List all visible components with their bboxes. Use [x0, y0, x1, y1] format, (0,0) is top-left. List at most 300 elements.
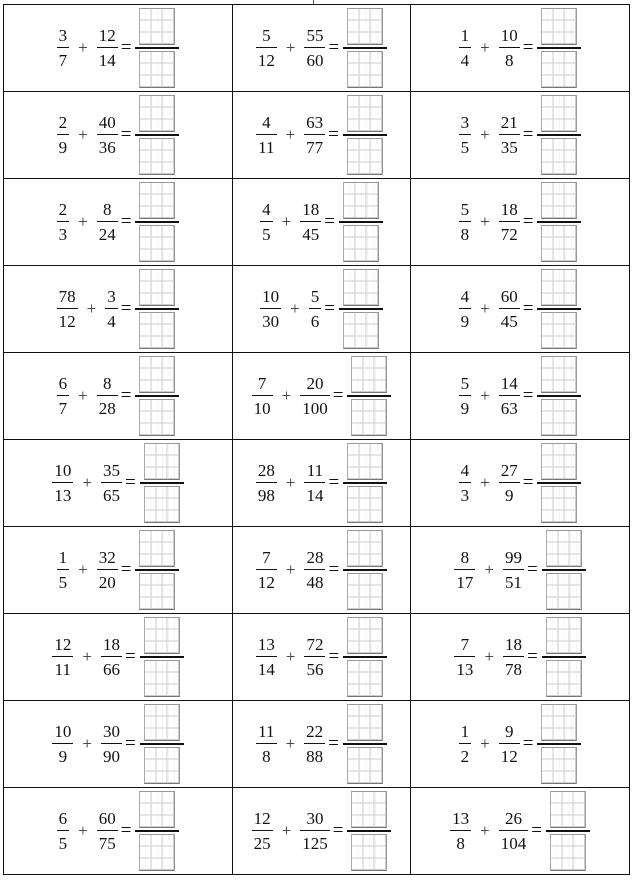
- fraction-a: [256, 549, 277, 592]
- answer-numerator-box[interactable]: [550, 791, 586, 828]
- fraction-b: [304, 114, 325, 157]
- plus-sign: +: [480, 473, 490, 492]
- fraction-b-denominator: 12: [500, 747, 518, 767]
- answer-fraction-bar: [339, 308, 383, 310]
- answer-numerator-box[interactable]: [347, 443, 383, 480]
- equals-sign: =: [120, 298, 132, 319]
- problem-cell: [411, 353, 630, 440]
- problem-cell: [411, 614, 630, 701]
- plus-sign: +: [480, 212, 490, 231]
- answer-numerator-box[interactable]: [351, 791, 387, 828]
- answer-denominator-box[interactable]: [139, 225, 175, 262]
- answer-numerator-box[interactable]: [541, 8, 577, 45]
- plus-sign: +: [480, 821, 490, 840]
- plus-sign: +: [480, 38, 490, 57]
- fraction-a-numerator: 11: [258, 721, 275, 741]
- answer-numerator-box[interactable]: [541, 704, 577, 741]
- answer-denominator-box[interactable]: [139, 138, 175, 175]
- addition-expression: [4, 527, 232, 613]
- equals-sign: =: [120, 385, 132, 406]
- problem-cell: [4, 179, 233, 266]
- fraction-a: [459, 201, 472, 244]
- answer-denominator-box[interactable]: [139, 834, 175, 871]
- fraction-b: [97, 375, 118, 418]
- fraction-b-numerator: 22: [306, 721, 324, 741]
- answer-denominator-box[interactable]: [347, 51, 383, 88]
- equals-sign: =: [526, 559, 538, 580]
- fraction-b: [503, 549, 524, 592]
- fraction-a: [459, 27, 472, 70]
- answer-fraction-bar: [546, 830, 590, 832]
- answer-fraction: [135, 95, 179, 175]
- answer-denominator-box[interactable]: [546, 660, 582, 697]
- answer-denominator-box[interactable]: [541, 138, 577, 175]
- answer-fraction: [135, 269, 179, 349]
- fraction-a: [459, 723, 472, 766]
- addition-expression: [411, 440, 629, 526]
- answer-fraction-bar: [135, 569, 179, 571]
- fraction-a-numerator: 1: [460, 721, 470, 741]
- fraction-a-numerator: 3: [460, 112, 470, 132]
- fraction-a: [256, 462, 277, 505]
- plus-sign: +: [281, 386, 292, 405]
- fraction-b-denominator: 75: [98, 834, 116, 854]
- equals-sign: =: [522, 385, 534, 406]
- fraction-b-denominator: 56: [306, 660, 324, 680]
- equals-sign: =: [526, 646, 538, 667]
- problem-cell: [4, 614, 233, 701]
- equals-sign: =: [328, 646, 340, 667]
- fraction-a-numerator: 10: [262, 286, 280, 306]
- fraction-a: [256, 636, 277, 679]
- answer-fraction: [343, 95, 387, 175]
- answer-fraction: [339, 269, 383, 349]
- fraction-a-numerator: 1: [58, 547, 68, 567]
- answer-denominator-box[interactable]: [541, 312, 577, 349]
- fraction-a: [256, 27, 277, 70]
- plus-sign: +: [281, 821, 292, 840]
- problem-cell: [4, 527, 233, 614]
- equals-sign: =: [332, 820, 344, 841]
- answer-numerator-box[interactable]: [139, 530, 175, 567]
- plus-sign: +: [78, 821, 88, 840]
- answer-denominator-box[interactable]: [144, 486, 180, 523]
- fraction-a: [57, 288, 78, 331]
- answer-numerator-box[interactable]: [347, 95, 383, 132]
- fraction-a-numerator: 78: [58, 286, 76, 306]
- addition-expression: [233, 5, 410, 91]
- fraction-a: [57, 27, 70, 70]
- answer-fraction: [537, 95, 581, 175]
- equals-sign: =: [522, 211, 534, 232]
- fraction-b-denominator: 77: [306, 138, 324, 158]
- answer-numerator-box[interactable]: [139, 356, 175, 393]
- plus-sign: +: [285, 734, 296, 753]
- addition-expression: [233, 179, 410, 265]
- equals-sign: =: [120, 124, 132, 145]
- answer-fraction: [343, 704, 387, 784]
- problem-cell: [233, 440, 411, 527]
- answer-denominator-box[interactable]: [139, 399, 175, 436]
- equals-sign: =: [324, 298, 335, 319]
- answer-numerator-box[interactable]: [541, 443, 577, 480]
- addition-expression: [4, 5, 232, 91]
- plus-sign: +: [480, 299, 490, 318]
- fraction-b-denominator: 125: [302, 834, 328, 854]
- plus-sign: +: [285, 560, 296, 579]
- equals-sign: =: [124, 472, 136, 493]
- addition-expression: [233, 527, 410, 613]
- worksheet-row: [4, 527, 630, 614]
- fraction-a: [57, 549, 70, 592]
- addition-expression: [411, 701, 629, 787]
- fraction-b-denominator: 90: [102, 747, 120, 767]
- fraction-b: [300, 201, 321, 244]
- plus-sign: +: [285, 38, 296, 57]
- plus-sign: +: [86, 299, 97, 318]
- problem-cell: [411, 701, 630, 788]
- problem-cell: [4, 353, 233, 440]
- fraction-a-denominator: 9: [58, 747, 68, 767]
- fraction-b-numerator: 26: [504, 808, 522, 828]
- equals-sign: =: [332, 385, 344, 406]
- fraction-a: [459, 375, 472, 418]
- answer-denominator-box[interactable]: [351, 399, 387, 436]
- worksheet-row: [4, 179, 630, 266]
- worksheet-row: [4, 614, 630, 701]
- plus-sign: +: [285, 647, 296, 666]
- answer-denominator-box[interactable]: [541, 399, 577, 436]
- plus-sign: +: [82, 734, 92, 753]
- fraction-a: [260, 288, 281, 331]
- answer-fraction: [537, 182, 581, 262]
- fraction-b-numerator: 28: [306, 547, 324, 567]
- plus-sign: +: [285, 473, 296, 492]
- fraction-a-denominator: 12: [58, 312, 76, 332]
- answer-denominator-box[interactable]: [550, 834, 586, 871]
- fraction-b: [499, 114, 520, 157]
- fraction-a-numerator: 4: [262, 199, 271, 219]
- fraction-b: [97, 810, 118, 853]
- answer-fraction-bar: [135, 134, 179, 136]
- answer-denominator-box[interactable]: [351, 834, 387, 871]
- fraction-a-numerator: 4: [262, 112, 271, 132]
- answer-denominator-box[interactable]: [347, 486, 383, 523]
- worksheet-row: [4, 788, 630, 875]
- answer-fraction-bar: [537, 221, 581, 223]
- answer-fraction-bar: [140, 656, 184, 658]
- fraction-b: [499, 201, 520, 244]
- answer-fraction-bar: [343, 47, 387, 49]
- answer-numerator-box[interactable]: [343, 182, 379, 219]
- fraction-b: [499, 723, 520, 766]
- equals-sign: =: [328, 559, 340, 580]
- answer-denominator-box[interactable]: [144, 660, 180, 697]
- problem-cell: [411, 527, 630, 614]
- fraction-b-numerator: 11: [306, 460, 324, 480]
- answer-numerator-box[interactable]: [139, 791, 175, 828]
- fraction-b-numerator: 35: [102, 460, 120, 480]
- problem-cell: [233, 614, 411, 701]
- answer-denominator-box[interactable]: [347, 573, 383, 610]
- answer-fraction-bar: [542, 569, 586, 571]
- answer-fraction-bar: [542, 656, 586, 658]
- answer-fraction-bar: [343, 656, 387, 658]
- fraction-a-denominator: 25: [253, 834, 271, 854]
- problem-cell: [4, 701, 233, 788]
- problem-cell: [233, 701, 411, 788]
- plus-sign: +: [281, 212, 292, 231]
- answer-fraction-bar: [343, 743, 387, 745]
- answer-denominator-box[interactable]: [347, 138, 383, 175]
- fraction-a-numerator: 28: [257, 460, 275, 480]
- worksheet-row: [4, 353, 630, 440]
- fraction-a: [459, 462, 472, 505]
- fraction-a: [256, 723, 276, 766]
- plus-sign: +: [78, 212, 88, 231]
- answer-numerator-box[interactable]: [541, 182, 577, 219]
- fraction-b-numerator: 18: [102, 634, 120, 654]
- answer-fraction: [339, 182, 383, 262]
- addition-expression: [4, 266, 232, 352]
- addition-expression: [4, 440, 232, 526]
- fraction-a: [260, 201, 273, 244]
- worksheet-row: [4, 701, 630, 788]
- fraction-b-denominator: 6: [310, 312, 320, 332]
- fraction-a-numerator: 12: [54, 634, 72, 654]
- fraction-a-denominator: 14: [257, 660, 275, 680]
- answer-denominator-box[interactable]: [139, 312, 175, 349]
- equals-sign: =: [522, 472, 534, 493]
- answer-denominator-box[interactable]: [144, 747, 180, 784]
- fraction-b-denominator: 60: [306, 51, 324, 71]
- addition-expression: [233, 92, 410, 178]
- fraction-a-numerator: 4: [460, 460, 470, 480]
- fraction-a: [459, 114, 472, 157]
- answer-fraction-bar: [537, 395, 581, 397]
- fraction-b-numerator: 8: [102, 373, 112, 393]
- answer-fraction-bar: [537, 308, 581, 310]
- fraction-b: [304, 549, 325, 592]
- answer-fraction: [347, 356, 391, 436]
- answer-fraction-bar: [537, 743, 581, 745]
- answer-fraction: [537, 356, 581, 436]
- answer-fraction: [140, 704, 184, 784]
- fraction-b: [499, 27, 520, 70]
- answer-denominator-box[interactable]: [541, 486, 577, 523]
- fraction-a-denominator: 2: [460, 747, 470, 767]
- fraction-b-denominator: 9: [504, 486, 514, 506]
- fraction-b-numerator: 18: [500, 199, 518, 219]
- answer-numerator-box[interactable]: [546, 617, 582, 654]
- fraction-b-numerator: 9: [504, 721, 514, 741]
- fraction-a: [52, 636, 73, 679]
- fraction-b: [304, 462, 325, 505]
- problem-cell: [4, 788, 233, 875]
- answer-fraction: [135, 356, 179, 436]
- addition-expression: [4, 92, 232, 178]
- addition-expression: [411, 614, 629, 700]
- fraction-a-denominator: 13: [54, 486, 72, 506]
- fraction-b-denominator: 24: [98, 225, 116, 245]
- problem-cell: [233, 92, 411, 179]
- answer-numerator-box[interactable]: [546, 530, 582, 567]
- answer-fraction-bar: [537, 47, 581, 49]
- problem-cell: [4, 92, 233, 179]
- equals-sign: =: [522, 124, 534, 145]
- addition-expression: [233, 266, 410, 352]
- addition-expression: [233, 788, 410, 874]
- fraction-b: [304, 27, 325, 70]
- fraction-b-denominator: 104: [500, 834, 527, 854]
- worksheet-body: [4, 5, 630, 875]
- answer-numerator-box[interactable]: [144, 617, 180, 654]
- fraction-a-numerator: 5: [460, 199, 470, 219]
- problem-cell: [411, 440, 630, 527]
- answer-denominator-box[interactable]: [541, 51, 577, 88]
- addition-expression: [411, 179, 629, 265]
- addition-expression: [411, 5, 629, 91]
- answer-denominator-box[interactable]: [347, 660, 383, 697]
- answer-denominator-box[interactable]: [343, 225, 379, 262]
- problem-cell: [411, 179, 630, 266]
- answer-fraction-bar: [339, 221, 383, 223]
- answer-fraction: [343, 443, 387, 523]
- plus-sign: +: [82, 647, 92, 666]
- answer-denominator-box[interactable]: [541, 747, 577, 784]
- fraction-b-numerator: 30: [102, 721, 120, 741]
- problem-cell: [411, 266, 630, 353]
- fraction-a-numerator: 3: [58, 25, 68, 45]
- problem-cell: [411, 788, 630, 875]
- fraction-b-denominator: 45: [302, 225, 320, 245]
- answer-numerator-box[interactable]: [139, 269, 175, 306]
- answer-numerator-box[interactable]: [139, 95, 175, 132]
- fraction-a-numerator: 13: [452, 808, 470, 828]
- equals-sign: =: [120, 820, 132, 841]
- fraction-a-numerator: 12: [253, 808, 271, 828]
- fraction-b-denominator: 20: [98, 573, 116, 593]
- fraction-a-denominator: 4: [460, 51, 470, 71]
- answer-fraction: [343, 617, 387, 697]
- answer-numerator-box[interactable]: [139, 182, 175, 219]
- answer-denominator-box[interactable]: [347, 747, 383, 784]
- answer-fraction-bar: [135, 395, 179, 397]
- fraction-a-numerator: 10: [54, 721, 72, 741]
- problem-cell: [233, 266, 411, 353]
- fraction-b-numerator: 20: [306, 373, 324, 393]
- fraction-b-denominator: 63: [500, 399, 518, 419]
- fraction-a: [52, 723, 73, 766]
- answer-numerator-box[interactable]: [144, 704, 180, 741]
- fraction-b-denominator: 100: [302, 399, 328, 419]
- fraction-a-denominator: 5: [58, 573, 68, 593]
- fraction-a-denominator: 17: [456, 573, 474, 593]
- fraction-b: [101, 636, 122, 679]
- plus-sign: +: [78, 38, 88, 57]
- plus-sign: +: [78, 125, 88, 144]
- answer-fraction-bar: [347, 830, 391, 832]
- fraction-a: [57, 114, 70, 157]
- fraction-a: [454, 636, 475, 679]
- fraction-a-denominator: 9: [460, 312, 470, 332]
- plus-sign: +: [82, 473, 92, 492]
- fraction-b-numerator: 3: [107, 286, 116, 306]
- answer-numerator-box[interactable]: [343, 269, 379, 306]
- fraction-b: [97, 549, 118, 592]
- fraction-b: [300, 810, 330, 853]
- answer-denominator-box[interactable]: [541, 225, 577, 262]
- answer-numerator-box[interactable]: [541, 356, 577, 393]
- answer-numerator-box[interactable]: [541, 95, 577, 132]
- answer-numerator-box[interactable]: [351, 356, 387, 393]
- fraction-a-numerator: 10: [54, 460, 72, 480]
- equals-sign: =: [328, 124, 339, 145]
- answer-denominator-box[interactable]: [139, 51, 175, 88]
- fraction-b-denominator: 45: [500, 312, 518, 332]
- answer-fraction: [343, 8, 387, 88]
- fraction-b-numerator: 27: [500, 460, 518, 480]
- answer-fraction: [537, 704, 581, 784]
- answer-fraction-bar: [140, 482, 184, 484]
- answer-numerator-box[interactable]: [144, 443, 180, 480]
- fraction-b: [101, 723, 122, 766]
- answer-numerator-box[interactable]: [541, 269, 577, 306]
- equals-sign: =: [522, 733, 534, 754]
- fraction-a-denominator: 9: [460, 399, 470, 419]
- answer-denominator-box[interactable]: [139, 573, 175, 610]
- answer-denominator-box[interactable]: [546, 573, 582, 610]
- answer-fraction: [542, 530, 586, 610]
- fraction-b: [105, 288, 118, 331]
- fraction-b-denominator: 65: [102, 486, 120, 506]
- answer-fraction-bar: [537, 134, 581, 136]
- equals-sign: =: [324, 211, 335, 232]
- plus-sign: +: [78, 386, 88, 405]
- fraction-a-denominator: 98: [257, 486, 275, 506]
- answer-numerator-box[interactable]: [347, 8, 383, 45]
- answer-fraction-bar: [347, 395, 391, 397]
- plus-sign: +: [78, 560, 88, 579]
- answer-numerator-box[interactable]: [347, 617, 383, 654]
- problem-cell: [233, 527, 411, 614]
- problem-cell: [233, 179, 411, 266]
- fraction-a: [252, 810, 273, 853]
- answer-fraction-bar: [135, 221, 179, 223]
- answer-fraction: [135, 182, 179, 262]
- fraction-a-numerator: 2: [58, 199, 68, 219]
- problem-cell: [233, 353, 411, 440]
- fraction-a-numerator: 7: [262, 547, 271, 567]
- fraction-b: [499, 288, 520, 331]
- answer-denominator-box[interactable]: [343, 312, 379, 349]
- plus-sign: +: [484, 647, 494, 666]
- fraction-b: [300, 375, 330, 418]
- worksheet-row: [4, 440, 630, 527]
- answer-numerator-box[interactable]: [347, 704, 383, 741]
- fraction-b-denominator: 48: [306, 573, 324, 593]
- fraction-b-numerator: 12: [98, 25, 116, 45]
- worksheet-row: [4, 5, 630, 92]
- fraction-a-denominator: 11: [54, 660, 72, 680]
- fraction-a: [450, 810, 471, 853]
- answer-numerator-box[interactable]: [139, 8, 175, 45]
- equals-sign: =: [120, 559, 132, 580]
- plus-sign: +: [484, 560, 494, 579]
- fraction-a: [252, 375, 273, 418]
- fraction-b: [503, 636, 524, 679]
- answer-numerator-box[interactable]: [347, 530, 383, 567]
